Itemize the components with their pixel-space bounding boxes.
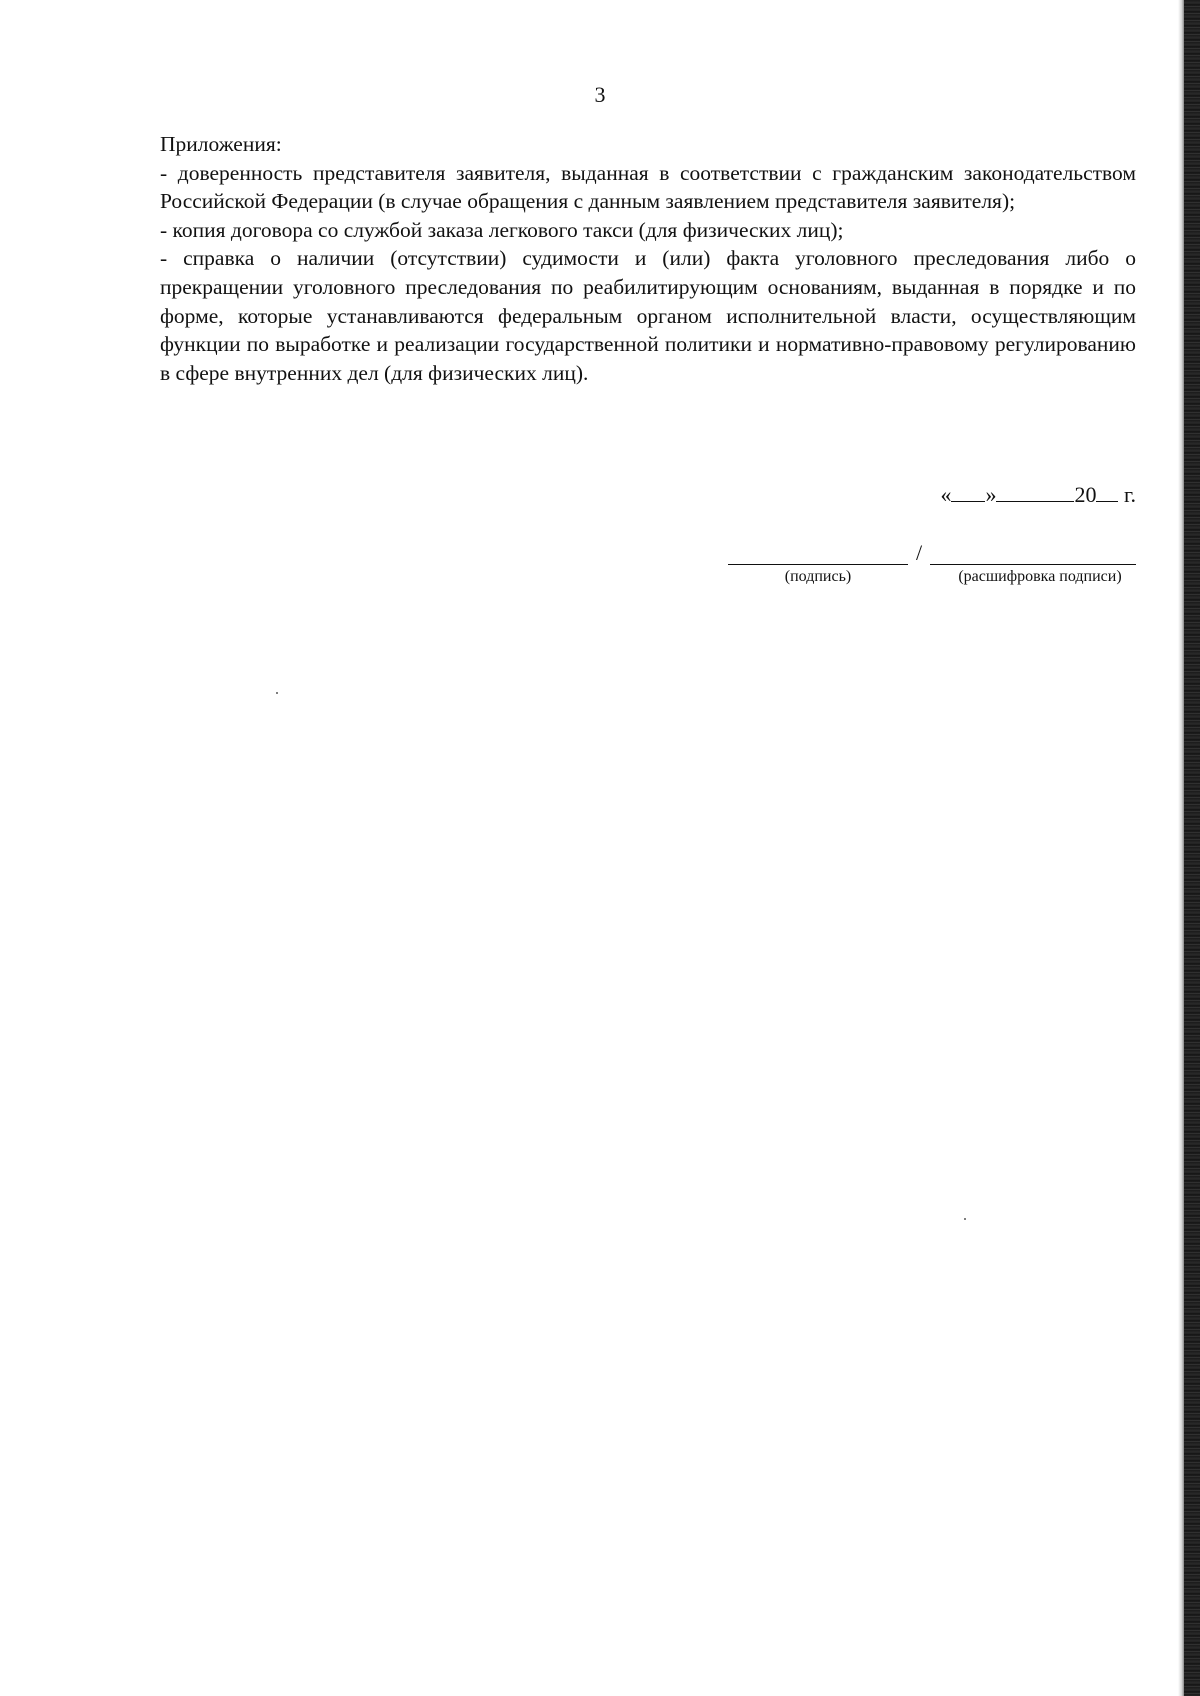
signature-caption: (подпись): [784, 568, 852, 585]
day-blank: [951, 483, 985, 502]
month-blank: [996, 483, 1074, 502]
signature-block: [728, 540, 1136, 594]
scan-edge: [1184, 0, 1200, 1696]
date-line: [900, 482, 1136, 508]
year-blank: [1096, 483, 1118, 502]
attachments-title: Приложения:: [160, 132, 282, 156]
signature-separator: /: [916, 540, 923, 565]
attachment-item-taxi-contract: - копия договора со службой заказа легкового такси (для физических лиц);: [160, 217, 844, 242]
attachment-item-power-of-attorney: - доверенность представителя заявителя, выданная в соответствии с гражданским законодательством Российской Федерации (в случае обращения с данным заявлением представителя заявителя);: [160, 160, 1136, 214]
year-prefix: 20: [1074, 482, 1097, 507]
scan-speck: [276, 692, 278, 694]
attachments-section: [160, 130, 1136, 387]
date-open-quote: «: [940, 482, 952, 507]
attachment-item-criminal-record: - справка о наличии (отсутствии) судимости и (или) факта уголовного преследования либо о прекращении уголовного преследования по реабилитирующим основаниям, выданная в порядке и по форме, которые устанавливаются федеральным органом исполнительной власти, осуществляющим функции по выработке и реализации государственной политики и нормативно-правовому регулированию в сфере внутренних дел (для физических лиц).: [160, 246, 1136, 385]
signature-line: [728, 564, 908, 565]
page-number: 3: [594, 82, 606, 107]
year-suffix: г.: [1123, 482, 1136, 507]
transcript-line: [930, 564, 1136, 565]
transcript-caption: (расшифровка подписи): [958, 568, 1122, 585]
date-close-quote: »: [985, 482, 997, 507]
scan-speck: [964, 1218, 966, 1220]
